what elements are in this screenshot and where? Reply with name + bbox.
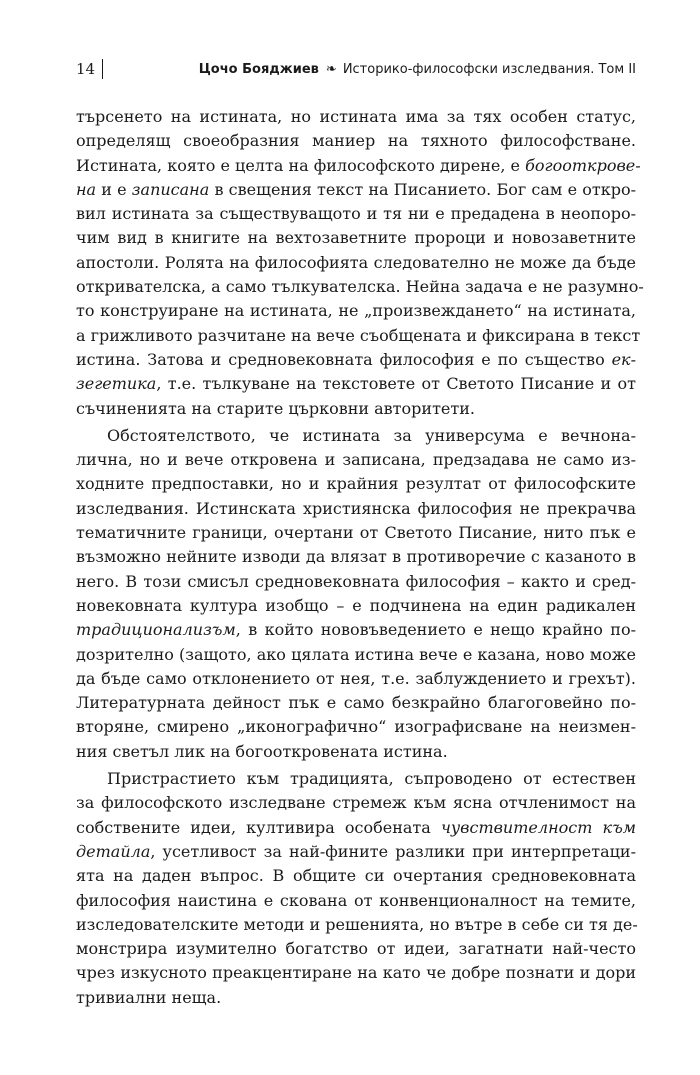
text-line: монстрира изумително богатство от идеи, загатнати най-често — [76, 939, 636, 959]
paragraph — [76, 767, 636, 1010]
text-line: него. В този смисъл средновековната философия – както и сред- — [76, 571, 636, 591]
text-line: ходните предпоставки, но и крайния резултат от философските — [76, 474, 636, 494]
header-book-title: Историко-философски изследвания. Том II — [342, 61, 636, 77]
italic-text: чувствителност към — [440, 817, 636, 837]
text-line: търсенето на истината, но истината има за тях особен статус, — [76, 107, 636, 126]
italic-text: записана — [131, 179, 210, 199]
text-line: детайла, усетливост за най-фините разлики при интерпретаци- — [76, 841, 636, 861]
text-line: то конструиране на истината, не „произвеждането“ на истината, — [76, 301, 636, 321]
text-line: съчиненията на старите църковни авторитети. — [76, 398, 475, 418]
header-author: Цочо Бояджиев — [198, 61, 319, 77]
text-line: възможно нейните изводи да влязат в противоречие с казаното в — [76, 547, 636, 567]
text-line: ния светъл лик на богооткровената истина. — [76, 741, 448, 761]
text-line: тематичните граници, очертани от Светото Писание, нито пък е — [76, 523, 636, 543]
text-line: определящ своеобразния маниер на тяхното философстване. — [76, 131, 636, 151]
text-line: а грижливото разчитане на вече съобщената и фиксирана в текст — [76, 325, 641, 345]
text-line: Обстоятелството, че истината за универсума е вечнона- — [107, 425, 636, 445]
text-line: дозрително (защото, ако цялата истина вече е казана, ново може — [76, 644, 636, 664]
text-line: вторяне, смирено „иконографично“ изографисване на неизмен- — [76, 717, 636, 737]
header-separator — [102, 59, 103, 79]
text-line: изследователските методи и решенията, но вътре в себе си тя де- — [76, 914, 638, 934]
italic-text: богооткрове- — [525, 155, 641, 175]
running-header — [76, 57, 636, 81]
text-line: за философското изследване стремеж към ясна отчленимост на — [76, 793, 636, 813]
text-line: философия наистина е скована от конвенционалност на темите, — [76, 890, 636, 910]
text-line: лична, но и вече откровена и записана, предзадава не само из- — [76, 450, 636, 470]
text-line: Литературната дейност пък е само безкрайно благоговейно по- — [76, 693, 636, 713]
italic-text: ек- — [611, 349, 636, 369]
text-line: зегетика, т.е. тълкуване на текстовете от Светото Писание и от — [76, 374, 636, 394]
text-line: Истината, която е целта на философското дирене, е богооткрове- — [76, 155, 641, 175]
text-line: изследвания. Истинската християнска философия не прекрачва — [76, 498, 636, 518]
paragraph — [76, 105, 644, 421]
text-line: новековната култура изобщо – е подчинена на един радикален — [76, 595, 636, 615]
italic-text: традиционализъм — [76, 620, 236, 640]
text-line: ята на даден въпрос. В общите си очертания средновековната — [76, 866, 636, 886]
text-line: чрез изкусното преакцентиране на като че добре познати и дори — [76, 963, 636, 983]
text-line: на и е записана в свещения текст на Писанието. Бог сам е откро- — [76, 179, 636, 199]
italic-text: детайла — [76, 841, 151, 861]
italic-text: на — [76, 179, 97, 199]
text-line: откривателска, а само тълкувателска. Нейна задача е не разумно- — [76, 277, 644, 297]
leaf-ornament-icon: ❧ — [325, 61, 337, 77]
text-line: истина. Затова и средновековната философия е по същество ек- — [76, 349, 636, 369]
text-line: традиционализъм, в който нововъведението е нещо крайно по- — [76, 620, 636, 640]
text-line: вил истината за съществуващото и тя ни е предадена в неопоро- — [76, 204, 636, 224]
body-text — [76, 105, 644, 1010]
paragraph — [76, 424, 636, 764]
text-line: чим вид в книгите на вехтозаветните пророци и новозаветните — [76, 228, 636, 248]
header-right — [199, 57, 636, 81]
text-line: Пристрастието към традицията, съпроводено от естествен — [107, 769, 636, 789]
text-line: апостоли. Ролята на философията следователно не може да бъде — [76, 252, 636, 272]
italic-text: зегетика — [76, 374, 157, 394]
text-line: да бъде само отклонението от нея, т.е. заблуждението и грехът). — [76, 668, 636, 688]
text-line: собствените идеи, култивира особената чувствителност към — [76, 817, 636, 837]
text-line: тривиални неща. — [76, 987, 222, 1007]
page-number: 14 — [76, 60, 96, 78]
